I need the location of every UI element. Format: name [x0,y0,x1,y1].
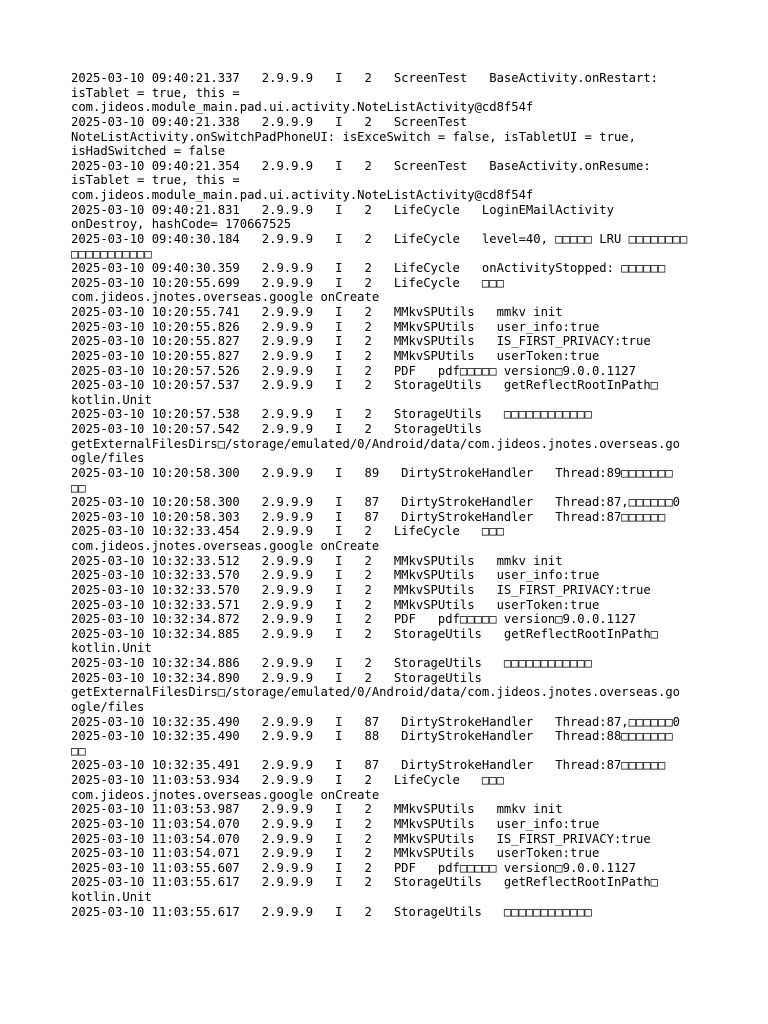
log-line: isTablet = true, this = [71,85,240,100]
log-line: 2025-03-10 11:03:55.607 2.9.9.9 I 2 PDF pdf□□□□□ version□9.0.0.1127 [71,860,636,875]
log-line: 2025-03-10 11:03:53.934 2.9.9.9 I 2 LifeCycle □□□ [71,773,504,787]
log-line: 2025-03-10 10:32:33.571 2.9.9.9 I 2 MMkvSPUtils userToken:true [71,597,600,612]
log-line: com.jideos.jnotes.overseas.google onCreate [71,787,380,802]
log-line: □□ [71,743,86,758]
log-line: 2025-03-10 10:20:55.826 2.9.9.9 I 2 MMkvSPUtils user_info:true [71,319,600,334]
log-line: 2025-03-10 10:20:58.303 2.9.9.9 I 87 DirtyStrokeHandler Thread:87□□□□□□ [71,509,666,524]
log-line: 2025-03-10 10:20:55.827 2.9.9.9 I 2 MMkvSPUtils IS_FIRST_PRIVACY:true [71,334,651,349]
log-line: 2025-03-10 09:40:30.184 2.9.9.9 I 2 LifeCycle level=40, □□□□□ LRU □□□□□□□□ [71,231,688,246]
log-line: 2025-03-10 10:32:33.454 2.9.9.9 I 2 LifeCycle □□□ [71,524,504,539]
log-line: NoteListActivity.onSwitchPadPhoneUI: isExceSwitch = false, isTabletUI = true, [71,129,636,144]
log-line: onDestroy, hashCode= 170667525 [71,217,292,232]
log-line: 2025-03-10 10:32:35.490 2.9.9.9 I 87 DirtyStrokeHandler Thread:87,□□□□□□0 [71,714,681,729]
log-line: 2025-03-10 10:20:55.741 2.9.9.9 I 2 MMkvSPUtils mmkv init [71,305,563,319]
log-line: 2025-03-10 09:40:21.831 2.9.9.9 I 2 LifeCycle LoginEMailActivity [71,202,614,217]
log-line: ogle/files [71,451,145,466]
log-line: 2025-03-10 10:20:57.526 2.9.9.9 I 2 PDF pdf□□□□□ version□9.0.0.1127 [71,363,636,378]
log-line: 2025-03-10 10:32:34.890 2.9.9.9 I 2 StorageUtils [71,670,482,685]
log-line: 2025-03-10 10:32:34.886 2.9.9.9 I 2 StorageUtils □□□□□□□□□□□□ [71,656,592,670]
log-line: 2025-03-10 10:20:57.537 2.9.9.9 I 2 StorageUtils getReflectRootInPath□ [71,378,658,393]
log-line: 2025-03-10 10:32:34.885 2.9.9.9 I 2 StorageUtils getReflectRootInPath□ [71,626,658,641]
log-line: 2025-03-10 09:40:30.359 2.9.9.9 I 2 LifeCycle onActivityStopped: □□□□□□ [71,261,666,276]
log-line: 2025-03-10 11:03:55.617 2.9.9.9 I 2 StorageUtils □□□□□□□□□□□□ [71,904,592,919]
log-line: 2025-03-10 10:32:33.570 2.9.9.9 I 2 MMkvSPUtils IS_FIRST_PRIVACY:true [71,582,651,597]
log-line: ogle/files [71,699,145,714]
log-line: 2025-03-10 10:20:57.538 2.9.9.9 I 2 StorageUtils □□□□□□□□□□□□ [71,407,592,422]
log-line: 2025-03-10 10:32:33.512 2.9.9.9 I 2 MMkvSPUtils mmkv init [71,553,563,568]
log-line: 2025-03-10 10:20:58.300 2.9.9.9 I 89 DirtyStrokeHandler Thread:89□□□□□□□ [71,465,673,480]
log-line: 2025-03-10 10:20:55.699 2.9.9.9 I 2 LifeCycle □□□ [71,275,504,290]
log-line: 2025-03-10 09:40:21.354 2.9.9.9 I 2 ScreenTest BaseActivity.onResume: [71,158,651,173]
log-line: com.jideos.module_main.pad.ui.activity.NoteListActivity@cd8f54f [71,188,534,202]
log-line: □□ [71,480,86,495]
log-line: kotlin.Unit [71,890,152,904]
log-line: getExternalFilesDirs□/storage/emulated/0/Android/data/com.jideos.jnotes.overseas.go [71,436,681,451]
log-line: 2025-03-10 10:32:35.491 2.9.9.9 I 87 DirtyStrokeHandler Thread:87□□□□□□ [71,758,666,773]
log-line: □□□□□□□□□□□ [71,246,152,261]
log-document [71,71,701,919]
log-line: 2025-03-10 10:32:34.872 2.9.9.9 I 2 PDF pdf□□□□□ version□9.0.0.1127 [71,612,636,627]
log-line: 2025-03-10 10:20:55.827 2.9.9.9 I 2 MMkvSPUtils userToken:true [71,348,600,363]
log-line: isHadSwitched = false [71,144,226,159]
log-line: 2025-03-10 10:32:35.490 2.9.9.9 I 88 DirtyStrokeHandler Thread:88□□□□□□□ [71,729,673,744]
log-line: getExternalFilesDirs□/storage/emulated/0/Android/data/com.jideos.jnotes.overseas.go [71,685,681,700]
log-line: 2025-03-10 10:20:58.300 2.9.9.9 I 87 DirtyStrokeHandler Thread:87,□□□□□□0 [71,495,681,510]
log-line: 2025-03-10 11:03:54.070 2.9.9.9 I 2 MMkvSPUtils user_info:true [71,816,600,831]
log-line: isTablet = true, this = [71,173,240,188]
log-line: 2025-03-10 10:20:57.542 2.9.9.9 I 2 StorageUtils [71,422,482,436]
log-line: com.jideos.jnotes.overseas.google onCreate [71,539,380,553]
log-line: com.jideos.jnotes.overseas.google onCreate [71,290,380,305]
log-line: 2025-03-10 09:40:21.338 2.9.9.9 I 2 ScreenTest [71,114,468,129]
log-line: 2025-03-10 11:03:54.070 2.9.9.9 I 2 MMkvSPUtils IS_FIRST_PRIVACY:true [71,831,651,846]
log-line: kotlin.Unit [71,641,152,656]
log-line: 2025-03-10 10:32:33.570 2.9.9.9 I 2 MMkvSPUtils user_info:true [71,568,600,583]
log-line: kotlin.Unit [71,392,152,407]
log-line: 2025-03-10 11:03:53.987 2.9.9.9 I 2 MMkvSPUtils mmkv init [71,802,563,817]
log-line: com.jideos.module_main.pad.ui.activity.NoteListActivity@cd8f54f [71,100,534,115]
log-line: 2025-03-10 09:40:21.337 2.9.9.9 I 2 ScreenTest BaseActivity.onRestart: [71,71,658,85]
log-line: 2025-03-10 11:03:54.071 2.9.9.9 I 2 MMkvSPUtils userToken:true [71,846,600,861]
log-line: 2025-03-10 11:03:55.617 2.9.9.9 I 2 StorageUtils getReflectRootInPath□ [71,875,658,890]
